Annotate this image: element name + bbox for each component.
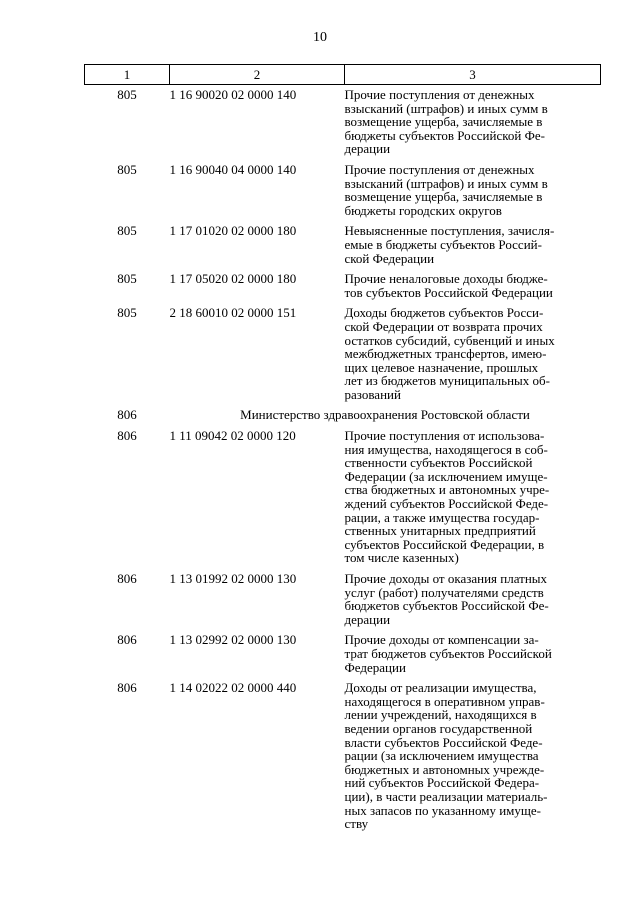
description-line: ждений субъектов Российской Феде- <box>344 496 549 512</box>
budget-classification-code: 1 11 09042 02 0000 120 <box>169 428 296 444</box>
description-line: ственности субъектов Российской <box>344 455 533 471</box>
table-row <box>85 221 601 269</box>
description-line: услуг (работ) получателями средств <box>344 584 544 600</box>
header-col-2: 2 <box>170 65 345 85</box>
description-line: ных запасов по указанному имуще- <box>344 802 541 818</box>
description-line: ственных унитарных предприятий <box>344 523 536 539</box>
table-body <box>85 85 601 835</box>
income-description <box>345 303 601 405</box>
description-line: лет из бюджетов муниципальных об- <box>344 373 550 389</box>
description-line: Прочие доходы от оказания платных <box>344 571 548 586</box>
income-description <box>345 569 601 630</box>
description-line: дерации <box>344 141 391 157</box>
description-line: возмещение ущерба, зачисляемые в <box>344 114 543 130</box>
table-row <box>85 85 601 160</box>
description-line: рации (за исключением имущества <box>344 748 539 764</box>
description-line: разований <box>344 386 401 402</box>
income-description <box>345 221 601 269</box>
description-line: лении учреждений, находящихся в <box>344 707 537 723</box>
description-line: взысканий (штрафов) и иных сумм в <box>344 100 548 116</box>
description-line: Прочие поступления от денежных <box>344 161 535 177</box>
description-line: дерации <box>344 611 391 627</box>
description-line: субъектов Российской Федерации, в <box>344 536 545 552</box>
description-line: рации, а также имущества государ- <box>344 509 540 525</box>
description-line: Прочие поступления от денежных <box>344 87 535 102</box>
budget-classification-code: 1 13 02992 02 0000 130 <box>169 632 297 648</box>
administrator-code: 805 <box>117 87 137 102</box>
description-line: Прочие неналоговые доходы бюдже- <box>344 271 548 287</box>
budget-classification-code: 1 14 02022 02 0000 440 <box>169 680 297 696</box>
description-line: ства бюджетных и автономных учре- <box>344 482 550 498</box>
header-col-3: 3 <box>345 65 601 85</box>
budget-classification-code: 1 17 01020 02 0000 180 <box>169 223 297 239</box>
description-line: власти субъектов Российской Феде- <box>344 734 543 750</box>
section-title: Министерство здравоохранения Ростовской области <box>240 407 530 423</box>
description-line: Доходы бюджетов субъектов Росси- <box>344 305 544 321</box>
description-line: межбюджетных трансфертов, имею- <box>344 346 547 362</box>
description-line: Прочие поступления от использова- <box>344 428 545 444</box>
description-line: ской Федерации <box>344 250 435 266</box>
budget-classification-code: 1 16 90020 02 0000 140 <box>169 87 297 102</box>
table-row <box>85 160 601 221</box>
budget-classification-code: 1 17 05020 02 0000 180 <box>169 271 297 287</box>
description-line: Федерации (за исключением имуще- <box>344 468 548 484</box>
administrator-code: 806 <box>117 428 137 444</box>
table-header-row <box>85 65 601 85</box>
description-line: емые в бюджеты субъектов Россий- <box>344 236 542 252</box>
administrator-code: 806 <box>117 680 137 696</box>
header-col-1: 1 <box>85 65 170 85</box>
table-row <box>85 569 601 630</box>
description-line: Федерации <box>344 659 406 675</box>
administrator-code: 805 <box>117 161 137 177</box>
table-row <box>85 303 601 405</box>
description-line: ния имущества, находящегося в соб- <box>344 441 548 457</box>
budget-classification-code: 2 18 60010 02 0000 151 <box>169 305 297 321</box>
description-line: бюджеты субъектов Российской Фе- <box>344 127 545 143</box>
income-description <box>345 85 601 160</box>
page-number: 10 <box>313 30 327 45</box>
description-line: ской Федерации от возврата прочих <box>344 318 543 334</box>
income-description <box>345 678 601 835</box>
description-line: бюджеты городских округов <box>344 202 502 218</box>
description-line: тов субъектов Российской Федерации <box>344 284 553 300</box>
description-line: ний субъектов Российской Федера- <box>344 775 540 791</box>
description-line: Невыясненные поступления, зачисля- <box>344 223 555 239</box>
administrator-code: 805 <box>117 271 137 287</box>
budget-classification-code: 1 16 90040 04 0000 140 <box>169 161 297 177</box>
table-row <box>85 269 601 303</box>
table-row <box>85 678 601 835</box>
description-line: остатков субсидий, субвенций и иных <box>344 332 555 348</box>
description-line: ции), в части реализации материаль- <box>344 788 548 804</box>
description-line: Прочие доходы от компенсации за- <box>344 632 539 648</box>
budget-classification-code: 1 13 01992 02 0000 130 <box>169 571 297 586</box>
description-line: возмещение ущерба, зачисляемые в <box>344 189 543 205</box>
income-description <box>345 630 601 678</box>
description-line: щих целевое назначение, прошлых <box>344 359 539 375</box>
income-description <box>345 269 601 303</box>
description-line: трат бюджетов субъектов Российской <box>344 645 552 661</box>
description-line: ведении органов государственной <box>344 720 533 736</box>
section-row <box>85 405 601 426</box>
description-line: находящегося в оперативном управ- <box>344 693 545 709</box>
description-line: Доходы от реализации имущества, <box>344 680 537 696</box>
table-row <box>85 426 601 569</box>
description-line: бюджетов субъектов Российской Фе- <box>344 598 549 614</box>
description-line: взысканий (штрафов) и иных сумм в <box>344 175 548 191</box>
administrator-code: 806 <box>117 571 137 586</box>
income-description <box>345 160 601 221</box>
description-line: ству <box>344 816 369 832</box>
administrator-code: 805 <box>117 223 137 239</box>
description-line: том числе казенных) <box>344 550 459 566</box>
table-row <box>85 630 601 678</box>
administrator-code: 805 <box>117 305 137 321</box>
income-description <box>345 426 601 569</box>
income-codes-table <box>84 64 601 835</box>
administrator-code: 806 <box>117 632 137 648</box>
description-line: бюджетных и автономных учрежде- <box>344 761 545 777</box>
administrator-code: 806 <box>117 407 137 423</box>
